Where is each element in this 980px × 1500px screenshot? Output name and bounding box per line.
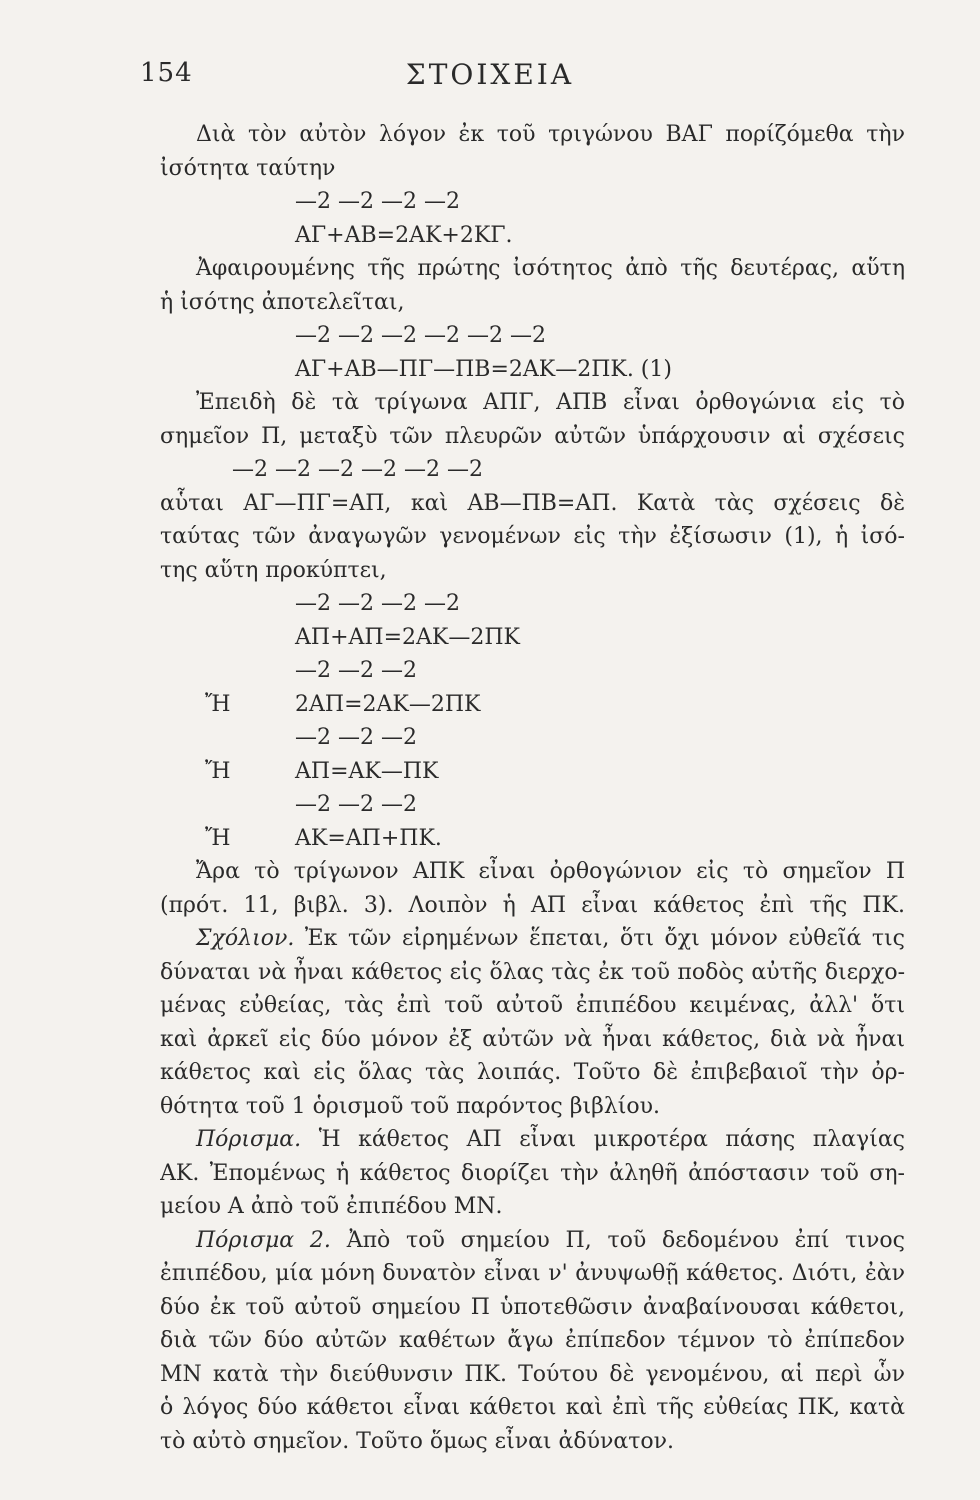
text-fragment: Ἀπὸ τοῦ σημείου Π, τοῦ δεδομένου ἐπί τινος (346, 1227, 905, 1253)
text-line: θότητα τοῦ 1 ὁρισμοῦ τοῦ παρόντος βιβλίου. (160, 1093, 660, 1119)
text-line: Ἄρα τὸ τρίγωνον ΑΠΚ εἶναι ὀρθογώνιον εἰς τὸ σημεῖον Π (196, 859, 905, 884)
text-line (160, 1224, 905, 1258)
section-label: Πόρισμα 2. (196, 1227, 331, 1253)
text-fragment: Ἐκ τῶν εἰρημένων ἕπεται, ὅτι ὄχι μόνον εὐθεῖά τις (304, 926, 905, 951)
equation: ΑΓ+ΑΒ=2ΑΚ+2ΚΓ. (295, 222, 513, 248)
text-line (160, 922, 905, 956)
text-line: ΜΝ κατὰ τὴν διεύθυνσιν ΠΚ. Τούτου δὲ γενομένου, αἱ περὶ ὧν (160, 1361, 905, 1387)
text-line (160, 1123, 905, 1157)
equation-row (160, 688, 905, 722)
text-line: ταύτας τῶν ἀναγωγῶν γενομένων εἰς τὴν ἐξίσωσιν (1), ἡ ἰσό- (160, 524, 905, 549)
exponent-line: —2 —2 —2 (295, 725, 417, 750)
equation: ΑΠ=ΑΚ—ΠΚ (295, 758, 439, 784)
conjunction: Ἤ (205, 825, 231, 851)
conjunction: Ἤ (205, 691, 231, 717)
text-line: μένας εὐθείας, τὰς ἐπὶ τοῦ αὐτοῦ ἐπιπέδου κειμένας, ἀλλ' ὅτι (160, 993, 905, 1018)
equation: ΑΠ+ΑΠ=2ΑΚ—2ΠΚ (295, 624, 520, 650)
text-line: δύναται νὰ ἦναι κάθετος εἰς ὅλας τὰς ἐκ τοῦ ποδὸς αὐτῆς διερχο- (160, 959, 905, 985)
text-line: Ἀφαιρουμένης τῆς πρώτης ἰσότητος ἀπὸ τῆς δευτέρας, αὕτη (196, 256, 905, 281)
text-line: Ἐπειδὴ δὲ τὰ τρίγωνα ΑΠΓ, ΑΠΒ εἶναι ὀρθογώνια εἰς τὸ (196, 390, 905, 415)
text-line: διὰ τῶν δύο αὐτῶν καθέτων ἄγω ἐπίπεδον τέμνον τὸ ἐπίπεδον (160, 1328, 905, 1353)
page-body (160, 118, 905, 1458)
text-line: ΑΚ. Ἐπομένως ἡ κάθετος διορίζει τὴν ἀληθῆ ἀπόστασιν τοῦ ση- (160, 1160, 905, 1186)
text-line: αὗται ΑΓ—ΠΓ=ΑΠ, καὶ ΑΒ—ΠΒ=ΑΠ. Κατὰ τὰς σχέσεις δὲ (160, 490, 905, 516)
running-title: ΣΤΟΙΧΕΙΑ (405, 58, 575, 91)
equation: 2ΑΠ=2ΑΚ—2ΠΚ (295, 691, 481, 717)
page-number: 154 (140, 58, 193, 88)
text-line: Διὰ τὸν αὐτὸν λόγον ἐκ τοῦ τριγώνου ΒΑΓ πορίζόμεθα τὴν (196, 122, 905, 147)
text-fragment: Ἡ κάθετος ΑΠ εἶναι μικροτέρα πάσης πλαγίας (318, 1127, 905, 1152)
section-label: Πόρισμα. (196, 1127, 302, 1152)
exponent-line: —2 —2 —2 (295, 792, 417, 817)
text-line: ἰσότητα ταύτην (160, 155, 336, 181)
text-line: (πρότ. 11, βιβλ. 3). Λοιπὸν ἡ ΑΠ εἶναι κάθετος ἐπὶ τῆς ΠΚ. (160, 892, 905, 918)
equation: ΑΚ=ΑΠ+ΠΚ. (295, 825, 442, 851)
text-line: ὁ λόγος δύο κάθετοι εἶναι κάθετοι καὶ ἐπὶ τῆς εὐθείας ΠΚ, κατὰ (160, 1395, 905, 1420)
text-line: ἡ ἰσότης ἀποτελεῖται, (160, 289, 405, 315)
text-line: της αὕτη προκύπτει, (160, 557, 387, 583)
exponent-line: —2 —2 —2 —2 (295, 591, 460, 616)
exponent-line: —2 —2 —2 —2 —2 —2 (295, 323, 546, 348)
exponent-line: —2 —2 —2 (295, 658, 417, 683)
exponent-line: —2 —2 —2 —2 (295, 189, 460, 214)
equation: ΑΓ+ΑΒ—ΠΓ—ΠΒ=2ΑΚ—2ΠΚ. (1) (295, 356, 672, 382)
text-line: μείου Α ἀπὸ τοῦ ἐπιπέδου ΜΝ. (160, 1194, 503, 1219)
conjunction: Ἤ (205, 758, 231, 784)
text-line: σημεῖον Π, μεταξὺ τῶν πλευρῶν αὐτῶν ὑπάρχουσιν αἱ σχέσεις (160, 423, 905, 449)
page-header (0, 58, 980, 98)
text-line: δύο ἐκ τοῦ αὐτοῦ σημείου Π ὑποτεθῶσιν ἀναβαίνουσαι κάθετοι, (160, 1294, 905, 1320)
equation-row (160, 822, 905, 856)
text-line: καὶ ἀρκεῖ εἰς δύο μόνον ἐξ αὐτῶν νὰ ἦναι κάθετος, διὰ νὰ ἦναι (160, 1026, 905, 1052)
text-line: κάθετος καὶ εἰς ὅλας τὰς λοιπάς. Τοῦτο δὲ ἐπιβεβαιοῖ τὴν ὀρ- (160, 1060, 905, 1085)
text-line: τὸ αὐτὸ σημεῖον. Τοῦτο ὅμως εἶναι ἀδύνατον. (160, 1428, 675, 1454)
text-line: ἐπιπέδου, μία μόνη δυνατὸν εἶναι ν' ἀνυψωθῇ κάθετος. Διότι, ἐὰν (160, 1261, 905, 1286)
equation-row (160, 755, 905, 789)
section-label: Σχόλιον. (196, 926, 295, 951)
exponent-line: —2 —2 —2 —2 —2 —2 (232, 457, 483, 482)
